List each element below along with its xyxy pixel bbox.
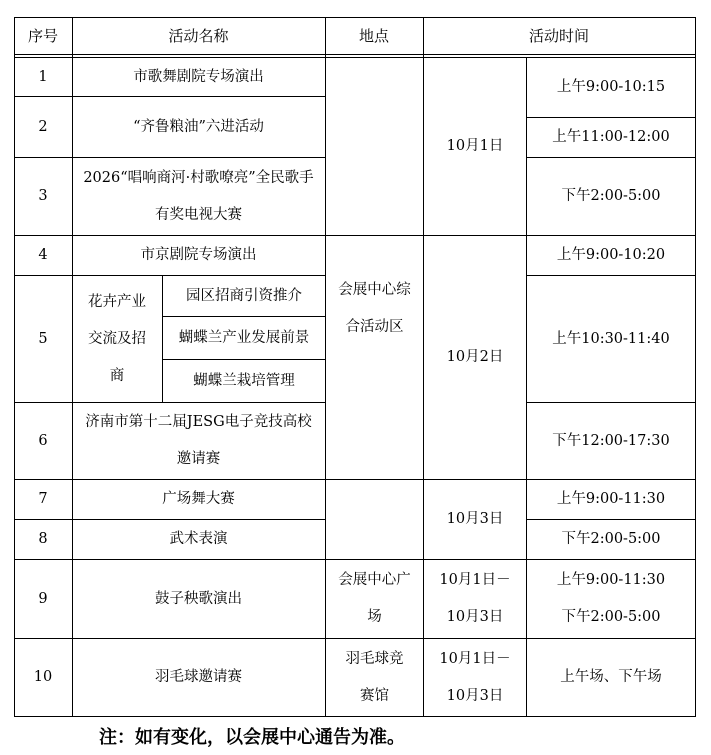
row-3-name: 2026“唱响商河·村歌嘹亮”全民歌手有奖电视大赛: [83, 169, 314, 223]
row-1-name: 市歌舞剧院专场演出: [133, 68, 264, 85]
row-4-name: 市京剧院专场演出: [140, 247, 257, 263]
row-10-name: 羽毛球邀请赛: [155, 669, 242, 685]
row-10-no: 10: [33, 669, 53, 685]
time-row-6: 下午12:00-17:30: [552, 432, 670, 449]
location-main: 会展中心综合活动区: [338, 281, 411, 335]
header-location: 地点: [358, 26, 389, 45]
row-5-sub-2: 蝴蝶兰产业发展前景: [178, 329, 310, 346]
row-4-no: 4: [38, 247, 48, 263]
header-seq: 序号: [27, 26, 58, 45]
time-row-4: 上午9:00-10:20: [556, 247, 666, 263]
date-range-start: 10月1日－: [439, 572, 511, 588]
row-5-name: 花卉产业交流及招商: [88, 293, 146, 384]
row-3-no: 3: [38, 188, 48, 204]
date-oct-3: 10月3日: [446, 511, 504, 527]
time-row-2: 上午11:00-12:00: [552, 129, 670, 145]
row-5-sub-3: 蝴蝶兰栽培管理: [193, 372, 295, 389]
row-5-sub-1: 园区招商引资推介: [186, 287, 302, 304]
time-row-9-am: 上午9:00-11:30: [556, 572, 666, 588]
time-row-3: 下午2:00-5:00: [561, 188, 661, 204]
row-5-no: 5: [38, 330, 48, 347]
date-range-end: 10月3日: [446, 687, 504, 704]
time-row-10: 上午场、下午场: [560, 669, 662, 685]
date-oct-2: 10月2日: [446, 349, 504, 365]
row-1-no: 1: [38, 68, 48, 85]
row-9-name: 鼓子秧歌演出: [155, 590, 242, 607]
time-row-5: 上午10:30-11:40: [552, 330, 670, 347]
row-9-no: 9: [38, 590, 48, 607]
time-row-8: 下午2:00-5:00: [561, 531, 661, 547]
date-range-end: 10月3日: [446, 609, 504, 625]
footnote: 注：如有变化，以会展中心通告为准。: [99, 727, 405, 748]
row-2-no: 2: [38, 118, 48, 135]
row-2-name: “齐鲁粮油”六进活动: [133, 118, 264, 135]
location-badminton: 羽毛球竞赛馆: [345, 650, 404, 704]
row-6-no: 6: [38, 432, 48, 449]
row-7-name: 广场舞大赛: [162, 491, 235, 507]
time-row-1: 上午9:00-10:15: [556, 79, 666, 95]
date-range-start: 10月1日－: [439, 650, 511, 667]
row-6-name: 济南市第十二届JESG电子竞技高校邀请赛: [85, 414, 312, 467]
location-plaza: 会展中心广场: [338, 572, 411, 625]
date-range-10: [424, 639, 526, 716]
header-activity-name: 活动名称: [168, 26, 229, 45]
row-8-no: 8: [38, 531, 48, 547]
time-row-7: 上午9:00-11:30: [556, 491, 666, 507]
header-time: 活动时间: [528, 26, 589, 45]
time-row-9: [527, 560, 695, 638]
row-8-name: 武术表演: [169, 531, 228, 547]
date-range-9: [424, 560, 526, 638]
date-oct-1: 10月1日: [446, 138, 504, 154]
time-row-9-pm: 下午2:00-5:00: [561, 609, 661, 625]
row-7-no: 7: [38, 491, 48, 507]
